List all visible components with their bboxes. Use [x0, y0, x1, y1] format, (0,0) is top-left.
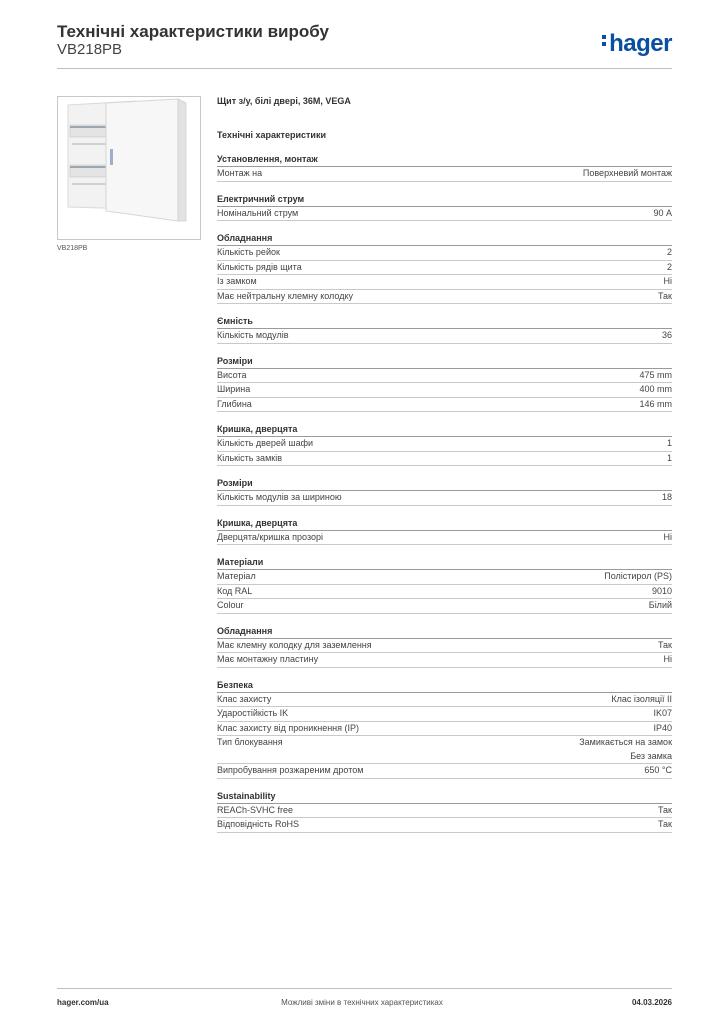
spec-label: Клас захисту: [217, 693, 272, 704]
spec-value-text: Так: [657, 639, 672, 650]
section-title: Розміри: [217, 477, 672, 491]
spec-row: [217, 290, 672, 305]
section-title: Розміри: [217, 355, 672, 369]
spec-label: Має нейтральну клемну колодку: [217, 290, 353, 301]
spec-row: [217, 585, 672, 600]
spec-value: [662, 329, 672, 343]
spec-value-text: Так: [657, 804, 672, 815]
spec-section: [217, 477, 672, 506]
spec-value-text: 650 °C: [644, 765, 672, 775]
section-title: Обладнання: [217, 625, 672, 639]
spec-value: [644, 764, 672, 778]
spec-row: [217, 207, 672, 222]
logo-dots-icon: [602, 35, 607, 49]
spec-section: [217, 517, 672, 546]
spec-value: [667, 452, 672, 466]
image-caption: VB218PB: [57, 245, 88, 252]
enclosure-illustration-icon: [58, 97, 200, 239]
spec-section: [217, 315, 672, 344]
spec-label: REACh-SVHC free: [217, 804, 294, 815]
spec-value-text: Ні: [663, 654, 672, 664]
spec-label: Номінальний струм: [217, 207, 299, 218]
spec-value: [639, 398, 672, 412]
spec-label: Кількість рядів щита: [217, 261, 302, 272]
spec-value: [649, 599, 672, 613]
spec-section: [217, 625, 672, 668]
spec-row: [217, 452, 672, 467]
spec-row: [217, 369, 672, 384]
spec-label: Кількість модулів за шириною: [217, 492, 342, 502]
spec-value: [667, 246, 672, 260]
spec-row: [217, 570, 672, 585]
section-title: Безпека: [217, 679, 672, 693]
section-title: Матеріали: [217, 556, 672, 570]
spec-content: [217, 96, 672, 833]
logo-text: hager: [609, 30, 672, 57]
spec-value-text: Так: [657, 819, 672, 829]
spec-label: Тип блокування: [217, 737, 283, 747]
spec-value-text: 2: [666, 247, 672, 257]
spec-value: [658, 639, 672, 653]
spec-row: [217, 722, 672, 737]
spec-label: Ударостійкість IK: [217, 708, 289, 718]
spec-row: [217, 764, 672, 779]
footer-website[interactable]: hager.com/ua: [57, 998, 109, 1007]
section-title: Ємність: [217, 315, 672, 329]
spec-value-text: 90 А: [653, 207, 672, 218]
section-title: Установлення, монтаж: [217, 153, 672, 167]
spec-sections: [217, 153, 672, 833]
spec-row: [217, 707, 672, 722]
spec-value-text-2: Без замка: [630, 750, 672, 761]
spec-row: [217, 437, 672, 452]
spec-value: [604, 570, 672, 584]
spec-value: [653, 722, 672, 736]
section-title: Sustainability: [217, 790, 672, 804]
spec-value: [639, 383, 672, 397]
spec-value: [658, 818, 672, 832]
spec-row: [217, 653, 672, 668]
spec-value-text: IK07: [653, 708, 672, 718]
spec-heading: Технічні характеристики: [217, 130, 326, 140]
spec-value: [658, 804, 672, 818]
spec-label: Монтаж на: [217, 168, 263, 178]
spec-section: [217, 232, 672, 304]
spec-label: Кількість замків: [217, 452, 282, 463]
spec-label: Висота: [217, 369, 247, 380]
spec-row: [217, 261, 672, 276]
spec-value-text: Ні: [663, 531, 672, 542]
spec-label: Кількість модулів: [217, 330, 289, 340]
spec-value-text: 475 mm: [639, 369, 672, 380]
spec-row: [217, 167, 672, 182]
spec-value-text: 1: [666, 452, 672, 463]
spec-row: [217, 599, 672, 614]
spec-section: [217, 355, 672, 413]
spec-value: [653, 707, 672, 721]
spec-section: [217, 193, 672, 222]
spec-value: [664, 653, 673, 667]
section-title: Обладнання: [217, 232, 672, 246]
spec-section: [217, 556, 672, 614]
spec-value: [652, 585, 672, 599]
spec-value: [653, 207, 672, 221]
spec-row: [217, 246, 672, 261]
spec-value: [664, 275, 673, 289]
spec-value-text: Ні: [663, 276, 672, 286]
section-title: Електричний струм: [217, 193, 672, 207]
spec-label: Ширина: [217, 384, 251, 394]
section-title: Кришка, дверцята: [217, 517, 672, 531]
spec-value: [579, 736, 672, 763]
spec-row: [217, 329, 672, 344]
spec-value-text: 36: [661, 330, 672, 340]
spec-value: [664, 531, 673, 545]
spec-row: [217, 736, 672, 764]
spec-label: Глибина: [217, 398, 252, 409]
spec-section: [217, 679, 672, 779]
spec-label: Випробування розжареним дротом: [217, 765, 364, 775]
spec-label: Має монтажну пластину: [217, 654, 319, 664]
header-divider: [57, 68, 672, 69]
spec-value-text: Поверхневий монтаж: [582, 168, 672, 178]
spec-value-text: 1: [666, 438, 672, 448]
spec-section: [217, 153, 672, 182]
spec-label: Із замком: [217, 276, 257, 286]
spec-value-text: Замикається на замок: [579, 737, 672, 747]
spec-value: [667, 437, 672, 451]
product-code: VB218PB: [57, 41, 123, 58]
footer-divider: [57, 988, 672, 989]
spec-row: [217, 639, 672, 654]
spec-value-text: IP40: [653, 722, 672, 733]
spec-value-text: 400 mm: [639, 384, 672, 394]
spec-row: [217, 398, 672, 413]
spec-label: Colour: [217, 600, 244, 610]
spec-label: Матеріал: [217, 571, 256, 581]
footer-date: 04.03.2026: [631, 998, 672, 1007]
spec-value-text: 18: [661, 492, 672, 502]
spec-row: [217, 491, 672, 506]
spec-value-text: Полістирол (PS): [604, 571, 672, 581]
spec-value: [658, 290, 672, 304]
page-title: Технічні характеристики виробу: [57, 22, 329, 41]
footer-notice: Можливі зміни в технічних характеристиках: [281, 998, 443, 1007]
spec-row: [217, 693, 672, 708]
spec-label: Кількість рейок: [217, 247, 280, 257]
spec-label: Кількість дверей шафи: [217, 438, 314, 448]
section-title: Кришка, дверцята: [217, 423, 672, 437]
spec-value-text: 146 mm: [639, 398, 672, 409]
spec-row: [217, 275, 672, 290]
spec-value-text: Білий: [648, 600, 672, 610]
spec-value-text: 9010: [651, 585, 672, 596]
spec-section: [217, 790, 672, 833]
product-name: Щит з/у, білі двері, 36M, VEGA: [217, 96, 351, 106]
spec-section: [217, 423, 672, 466]
spec-value: [662, 491, 672, 505]
spec-value-text: Так: [657, 290, 672, 301]
spec-value: [583, 167, 672, 181]
spec-label: Дверцята/кришка прозорі: [217, 531, 323, 542]
spec-row: [217, 804, 672, 819]
spec-label: Має клемну колодку для заземлення: [217, 639, 372, 650]
spec-row: [217, 383, 672, 398]
spec-value-text: Клас ізоляції II: [611, 693, 672, 704]
spec-row: [217, 818, 672, 833]
spec-label: Відповідність RoHS: [217, 819, 299, 829]
spec-label: Код RAL: [217, 585, 253, 596]
spec-value: [667, 261, 672, 275]
spec-value: [611, 693, 672, 707]
spec-row: [217, 531, 672, 546]
hager-logo: [602, 30, 672, 58]
spec-value: [639, 369, 672, 383]
spec-value-text: 2: [666, 261, 672, 272]
product-image: [57, 96, 201, 240]
spec-label: Клас захисту від проникнення (IP): [217, 722, 360, 733]
